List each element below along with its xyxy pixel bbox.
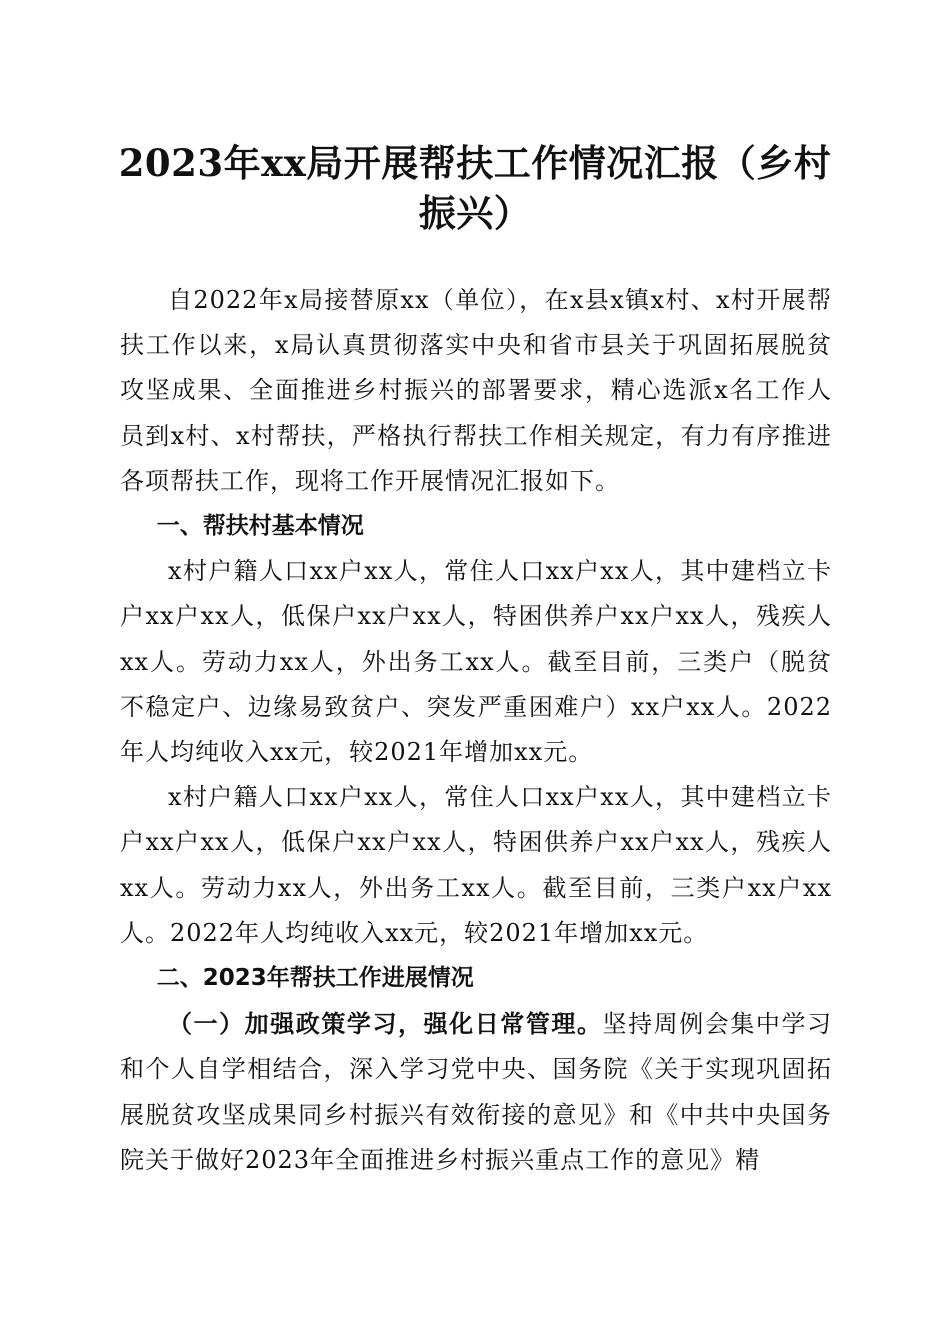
- item-1-lead: （一）加强政策学习，强化日常管理。: [168, 1009, 603, 1039]
- document-title: 2023年xx局开展帮扶工作情况汇报（乡村振兴）: [118, 141, 832, 235]
- item-1-paragraph: [120, 1001, 832, 1183]
- village-2-paragraph: x村户籍人口xx户xx人，常住人口xx户xx人，其中建档立卡户xx户xx人，低保户xx户xx人，特困供养户xx户xx人，残疾人xx人。劳动力xx人，外出务工xx人。截至目前，三类户xx户xx人。2022年人均纯收入xx元，较2021年增加xx元。: [120, 783, 832, 947]
- document-body: [120, 278, 832, 1183]
- section-2-heading: 二、2023年帮扶工作进展情况: [156, 965, 474, 992]
- item-1-text: 坚持周例会集中学习和个人自学相结合，深入学习党中央、国务院《关于实现巩固拓展脱贫攻坚成果同乡村振兴有效衔接的意见》和《中共中央国务院关于做好2023年全面推进乡村振兴重点工作的意见》精: [120, 1010, 833, 1174]
- village-1-paragraph: x村户籍人口xx户xx人，常住人口xx户xx人，其中建档立卡户xx户xx人，低保户xx户xx人，特困供养户xx户xx人，残疾人xx人。劳动力xx人，外出务工xx人。截至目前，三类户（脱贫不稳定户、边缘易致贫户、突发严重困难户）xx户xx人。2022年人均纯收入xx元，较2021年增加xx元。: [120, 557, 832, 767]
- intro-paragraph: 自2022年x局接替原xx（单位），在x县x镇x村、x村开展帮扶工作以来，x局认真贯彻落实中央和省市县关于巩固拓展脱贫攻坚成果、全面推进乡村振兴的部署要求，精心选派x名工作人员到x村、x村帮扶，严格执行帮扶工作相关规定，有力有序推进各项帮扶工作，现将工作开展情况汇报如下。: [120, 286, 832, 495]
- section-1-heading: 一、帮扶村基本情况: [156, 513, 364, 540]
